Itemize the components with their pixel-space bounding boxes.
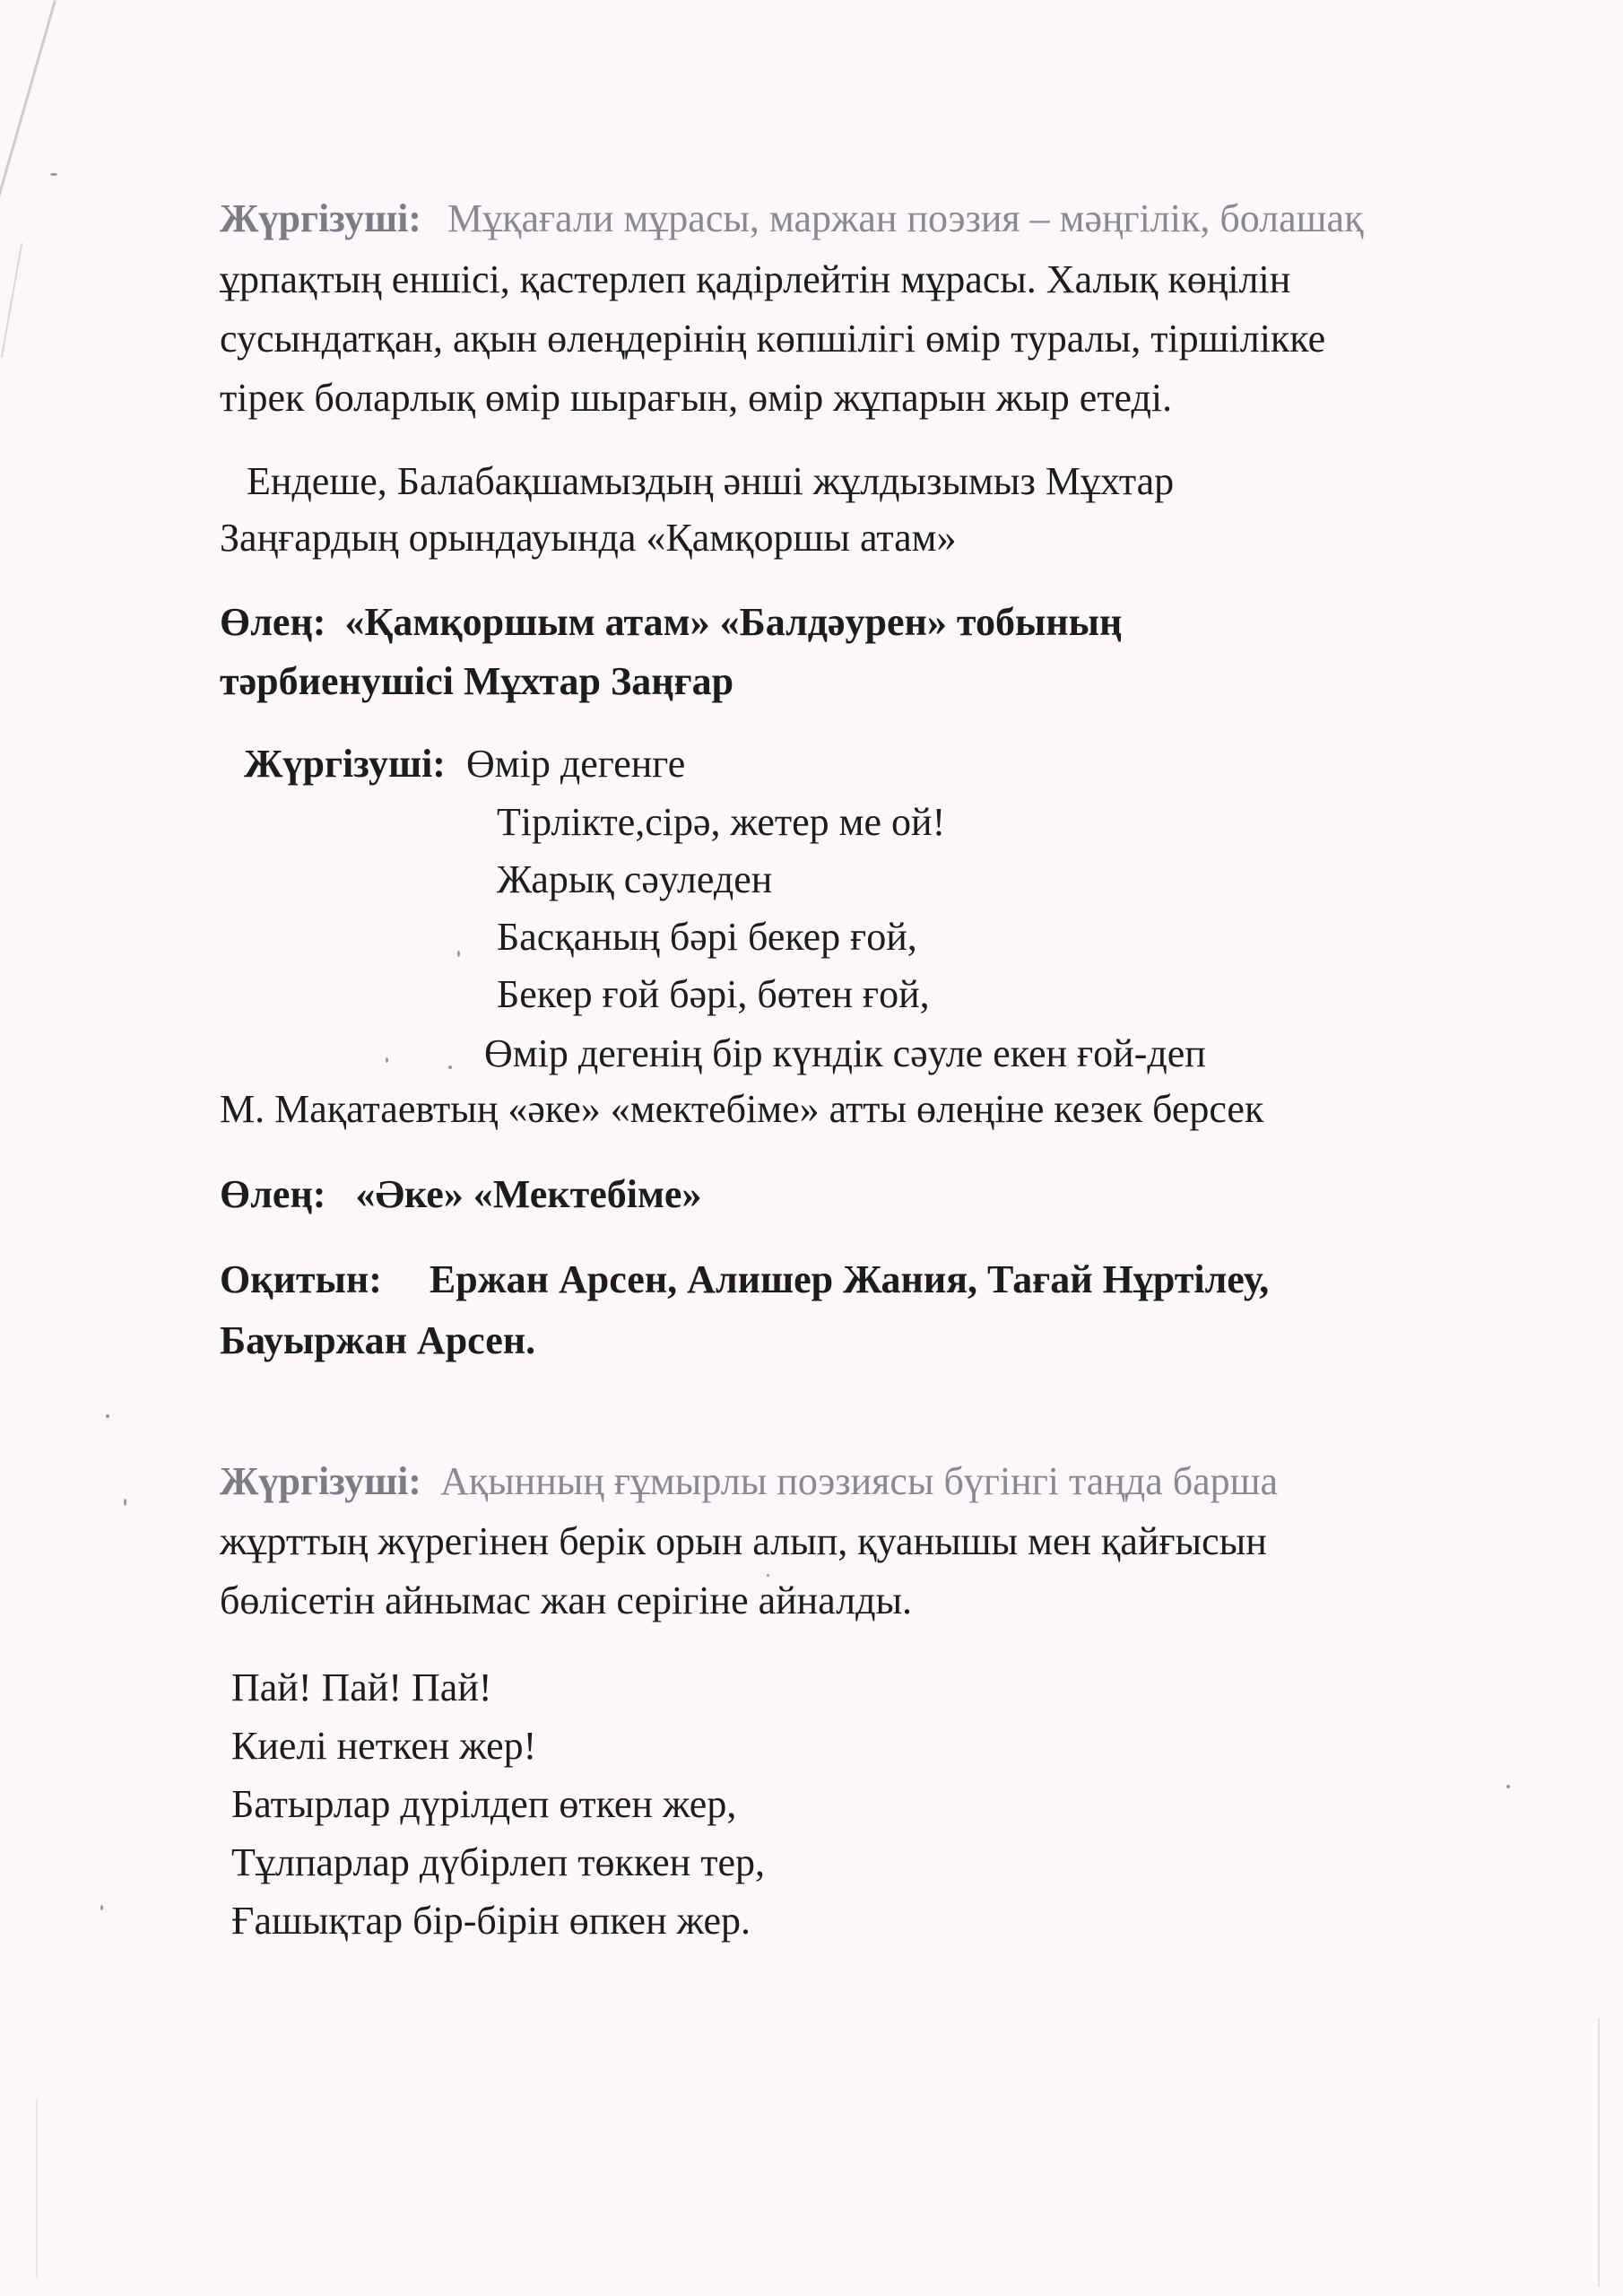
scan-edge-line [1, 243, 23, 358]
song-label: Өлең: [220, 1172, 326, 1216]
verse-line-5: Бекер ғой бәрі, бөтен ғой, [497, 972, 930, 1016]
paragraph-2-line-1: Ендеше, Балабақшамыздың әнші жұлдызымыз Мұхтар [247, 459, 1175, 503]
paragraph-1-line-4: тірек боларлық өмір шырағын, өмір жұпарын жыр етеді. [220, 376, 1173, 420]
scan-speck [448, 1065, 452, 1069]
song-label: Өлең: [220, 600, 326, 644]
speaker-label: Жүргізуші: [220, 1459, 421, 1503]
scan-speck [386, 1057, 388, 1063]
paragraph-2-line-2: Заңғардың орындауында «Қамқоршы атам» [220, 516, 957, 560]
readers-line-1 [220, 1257, 1270, 1301]
verse-line-1 [244, 744, 685, 784]
verse-line-3: Жарық сәуледен [497, 857, 773, 901]
readers-names: Ержан Арсен, Алишер Жания, Тағай Нұртілеу, [429, 1257, 1270, 1301]
paragraph-text: Мұқағали мұрасы, маржан поэзия – мәңгілік, болашақ [447, 196, 1364, 240]
paragraph-text: Ақынның ғұмырлы поэзиясы бүгінгі таңда барша [439, 1459, 1279, 1503]
verse-line-2: Тірлікте,сірә, жетер ме ой! [497, 800, 946, 844]
scan-speck [1506, 1785, 1510, 1788]
paragraph-1-line-3: сусындатқан, ақын өлеңдерінің көпшілігі өмір туралы, тіршілікке [220, 317, 1326, 361]
readers-line-2: Бауыржан Арсен. [220, 1318, 536, 1362]
scan-speck [100, 1905, 103, 1910]
scan-edge-line [1598, 2018, 1600, 2287]
song-titles: «Әке» «Мектебіме» [355, 1172, 702, 1216]
poem-line-4: Тұлпарлар дүбірлеп төккен тер, [231, 1840, 765, 1884]
poem-line-2: Киелі неткен жер! [231, 1724, 537, 1768]
paragraph-4-line-1 [220, 1459, 1279, 1503]
verse-line-4: Басқаның бәрі бекер ғой, [497, 915, 917, 959]
scan-speck [50, 173, 57, 176]
scan-edge-line [0, 0, 56, 225]
poem-line-1: Пай! Пай! Пай! [231, 1665, 492, 1709]
poem-line-3: Батырлар дүрілдеп өткен жер, [231, 1782, 737, 1826]
scan-speck [767, 1574, 769, 1577]
poem-line-5: Ғашықтар бір-бірін өпкен жер. [231, 1899, 751, 1943]
song-1-performer: тәрбиенушісі Мұхтар Заңғар [220, 659, 734, 703]
scan-speck [457, 951, 460, 957]
speaker-label: Жүргізуші: [220, 196, 421, 240]
verse-text: Өмір дегенге [465, 742, 686, 786]
readers-label: Оқитын: [220, 1257, 382, 1301]
song-2-line [220, 1172, 702, 1216]
paragraph-1-line-1 [220, 196, 1364, 240]
paragraph-1-line-2: ұрпақтың еншісі, қастерлеп қадірлейтін мұрасы. Халық көңілін [220, 257, 1291, 301]
speaker-label: Жүргізуші: [244, 742, 446, 786]
paragraph-4-line-2: жұрттың жүрегінен берік орын алып, қуанышы мен қайғысын [220, 1519, 1267, 1563]
scan-speck [106, 1414, 109, 1418]
scan-speck [124, 1499, 126, 1506]
verse-outro: М. Мақатаевтың «әке» «мектебіме» атты өлеңіне кезек берсек [220, 1087, 1264, 1131]
paragraph-4-line-3: бөлісетін айнымас жан серігіне айналды. [220, 1578, 913, 1622]
verse-line-6: Өмір дегенің бір күндік сәуле екен ғой-деп [484, 1031, 1206, 1075]
song-1-line-1 [220, 600, 1123, 644]
song-titles: «Қамқоршым атам» «Балдәурен» тобының [344, 600, 1123, 644]
scan-edge-line [36, 2099, 38, 2278]
